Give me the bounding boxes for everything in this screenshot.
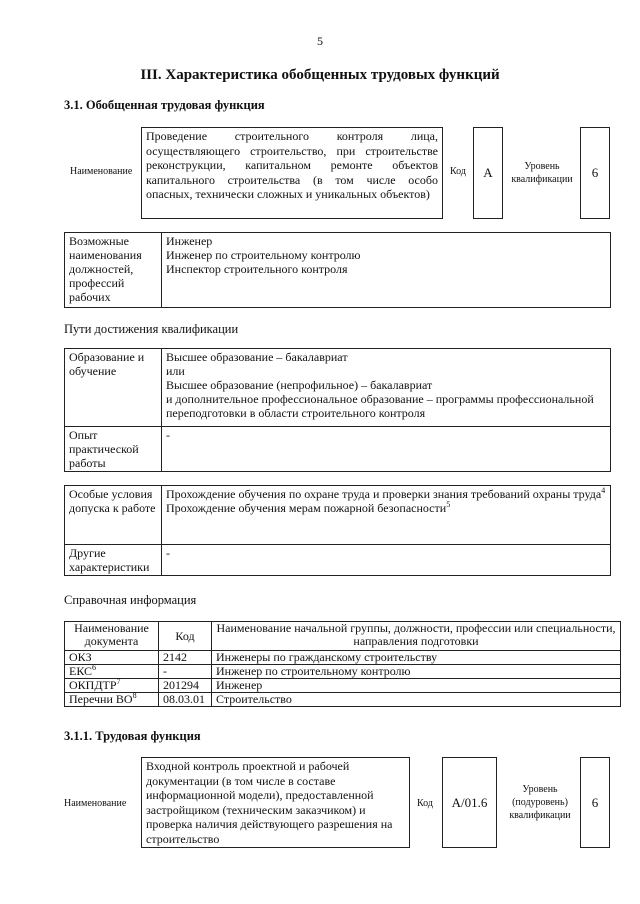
generalized-function-name: Проведение строительного контроля лица, осуществляющего строительство, при строительстве реконструкции, капитальном ремонте объектов капитального строительства (в том числе особо опасных, технически сложных и уникальных объектов) xyxy=(141,127,443,219)
row-code: 08.03.01 xyxy=(159,693,212,707)
qualification-paths-heading: Пути достижения квалификации xyxy=(64,322,239,336)
function-name-label: Наименование xyxy=(64,798,127,809)
column-header-document: Наименование документа xyxy=(65,622,159,651)
row-name: Инженеры по гражданскому строительству xyxy=(212,651,621,665)
function-level-value: 6 xyxy=(580,757,610,848)
column-header-code: Код xyxy=(159,622,212,651)
experience-value: - xyxy=(162,427,611,472)
table-row xyxy=(65,679,621,693)
function-code-value: A/01.6 xyxy=(442,757,497,848)
position-item: Инспектор строительного контроля xyxy=(166,262,348,276)
special-conditions-label: Особые условия допуска к работе xyxy=(65,486,162,545)
special-condition-item: Прохождение обучения по охране труда и проверки знания требований охраны труда$^4$ xyxy=(166,486,606,501)
education-line: Высшее образование (непрофильное) – бакалавриат xyxy=(166,378,433,392)
education-requirements xyxy=(162,349,611,427)
positions-label: Возможные наименования должностей, профессий рабочих xyxy=(65,233,162,308)
qualification-level-label: Уровень квалификации xyxy=(511,161,573,185)
row-name: Строительство xyxy=(212,693,621,707)
table-row xyxy=(65,651,621,665)
code-label: Код xyxy=(450,166,466,177)
qualification-level-value: 6 xyxy=(580,127,610,219)
education-table xyxy=(64,348,611,472)
reference-heading: Справочная информация xyxy=(64,593,197,607)
row-doc: ОКПДТР$^7$ xyxy=(65,679,159,693)
position-item: Инженер xyxy=(166,234,213,248)
row-doc: ЕКС$^6$ xyxy=(65,665,159,679)
row-name: Инженер xyxy=(212,679,621,693)
row-doc: Перечни $ВО^8$ xyxy=(65,693,159,707)
positions-list xyxy=(162,233,611,308)
other-characteristics-value: - xyxy=(162,545,611,576)
section-heading-3-1: 3.1. Обобщенная трудовая функция xyxy=(64,98,265,112)
reference-table xyxy=(64,621,621,707)
row-code: 201294 xyxy=(159,679,212,693)
code-value: A xyxy=(473,127,503,219)
labor-function-name: Входной контроль проектной и рабочей документации (в том числе в составе информационной модели), предоставленной застройщиком (техническим заказчиком) и проверка наличия действующего разрешения на строительство xyxy=(141,757,410,848)
section-heading-3-1-1: 3.1.1. Трудовая функция xyxy=(64,729,201,743)
education-label: Образование и обучение xyxy=(65,349,162,427)
education-line: и дополнительное профессиональное образование – программы профессиональной переподготовки в области строительного контроля xyxy=(166,392,594,420)
table-row xyxy=(65,693,621,707)
education-line: Высшее образование – бакалавриат xyxy=(166,350,348,364)
name-label: Наименование xyxy=(70,166,133,177)
function-level-label: Уровень (подуровень) квалификации xyxy=(509,784,571,821)
special-condition-item: Прохождение обучения мерам пожарной безопасности$^5$ xyxy=(166,500,451,515)
positions-table xyxy=(64,232,611,308)
row-name: Инженер по строительному контролю xyxy=(212,665,621,679)
experience-label: Опыт практической работы xyxy=(65,427,162,472)
table-row xyxy=(65,665,621,679)
row-code: - xyxy=(159,665,212,679)
special-conditions xyxy=(162,486,611,545)
admission-table xyxy=(64,485,611,576)
page-number: 5 xyxy=(317,34,323,48)
position-item: Инженер по строительному контролю xyxy=(166,248,361,262)
row-doc: ОКЗ xyxy=(65,651,159,665)
row-code: 2142 xyxy=(159,651,212,665)
page-title: III. Характеристика обобщенных трудовых функций xyxy=(140,67,500,83)
education-line: или xyxy=(166,364,185,378)
function-code-label: Код xyxy=(417,798,433,809)
other-characteristics-label: Другие характеристики xyxy=(65,545,162,576)
column-header-name: Наименование начальной группы, должности, профессии или специальности, направления подготовки xyxy=(212,622,621,651)
